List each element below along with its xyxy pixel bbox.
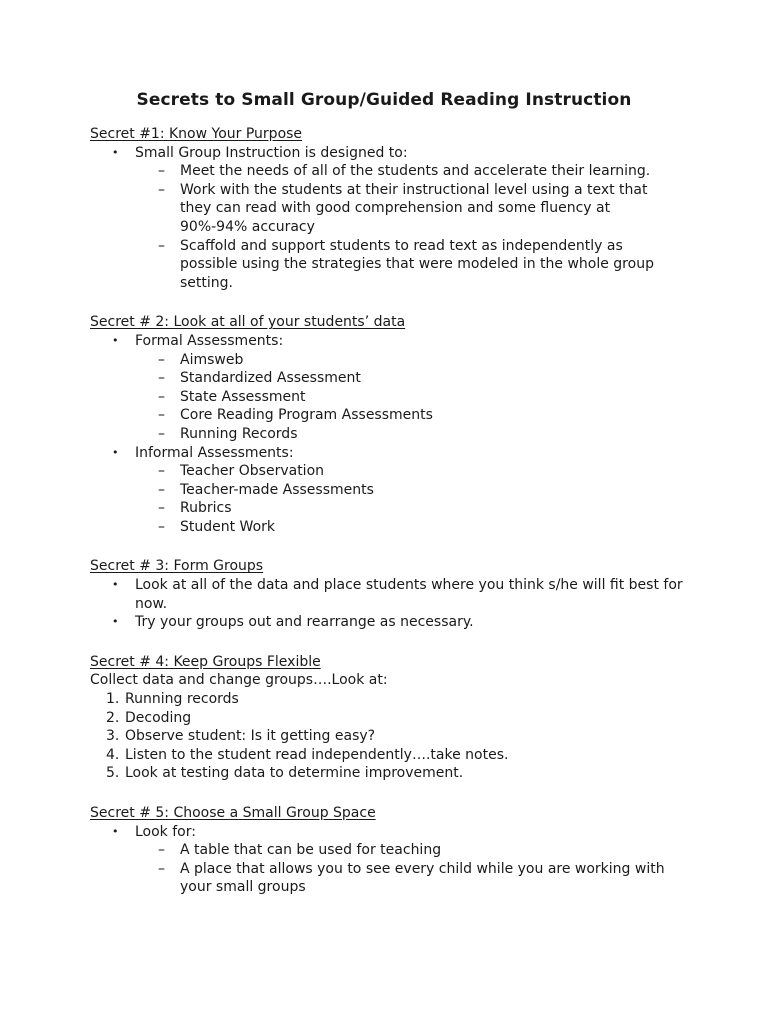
sub-item: – A place that allows you to see every child while you are working with your small groups (90, 860, 710, 897)
section-intro: Collect data and change groups….Look at: (90, 672, 388, 689)
bullet-list (90, 144, 710, 293)
numbered-item (90, 709, 710, 728)
section-secret-4 (90, 653, 710, 783)
sub-item: – Teacher-made Assessments (90, 481, 710, 500)
bullet-item: • Look at all of the data and place students where you think s/he will fit best for now. (90, 576, 710, 613)
sub-item: – Aimsweb (90, 351, 710, 370)
item-text: Running records (125, 691, 239, 708)
item-number: 5. (106, 765, 120, 782)
numbered-item (90, 746, 710, 765)
sub-item: – Standardized Assessment (90, 369, 710, 388)
numbered-list (90, 690, 710, 783)
section-heading: Secret # 4: Keep Groups Flexible (90, 653, 321, 670)
document-body (90, 125, 710, 918)
item-number: 4. (106, 746, 120, 763)
document-title: Secrets to Small Group/Guided Reading Instruction (136, 90, 632, 110)
section-heading: Secret #1: Know Your Purpose (90, 126, 303, 142)
bullet-item: • Informal Assessments: (90, 444, 710, 463)
sub-item: – Core Reading Program Assessments (90, 406, 710, 425)
section-secret-5 (90, 804, 710, 897)
bullet-list (90, 576, 710, 632)
bullet-list (90, 823, 710, 897)
section-secret-2 (90, 313, 710, 536)
section-secret-1 (90, 125, 710, 292)
sub-item: – Teacher Observation (90, 462, 710, 481)
section-secret-3 (90, 557, 710, 631)
section-heading: Secret # 3: Form Groups (90, 558, 264, 575)
numbered-item (90, 727, 710, 746)
sub-item: – State Assessment (90, 388, 710, 407)
bullet-item: • Formal Assessments: (90, 332, 710, 351)
bullet-item: • Try your groups out and rearrange as necessary. (90, 613, 710, 632)
item-text: Listen to the student read independently….take notes. (125, 746, 509, 763)
numbered-item (90, 764, 710, 783)
sub-item: – Meet the needs of all of the students and accelerate their learning. (90, 162, 710, 181)
sub-item: – Student Work (90, 518, 710, 537)
section-heading: Secret # 2: Look at all of your students’ data (90, 314, 406, 331)
item-number: 1. (106, 691, 120, 708)
sub-item: – A table that can be used for teaching (90, 841, 710, 860)
bullet-list (90, 332, 710, 537)
item-text: Look at testing data to determine improvement. (125, 765, 464, 782)
item-text: Decoding (125, 709, 192, 726)
numbered-item (90, 690, 710, 709)
sub-item: – Work with the students at their instructional level using a text that they can read with good comprehension and some fluency at 90%-94% accuracy (90, 181, 710, 237)
item-number: 3. (106, 728, 120, 745)
section-heading: Secret # 5: Choose a Small Group Space (90, 805, 376, 821)
bullet-item: • Small Group Instruction is designed to: (90, 144, 710, 163)
sub-item: – Running Records (90, 425, 710, 444)
bullet-item: • Look for: (90, 823, 710, 842)
sub-item: – Scaffold and support students to read text as independently as possible using the strategies that were modeled in the whole group setting. (90, 237, 710, 293)
item-number: 2. (106, 709, 120, 726)
sub-item: – Rubrics (90, 499, 710, 518)
item-text: Observe student: Is it getting easy? (125, 728, 376, 745)
